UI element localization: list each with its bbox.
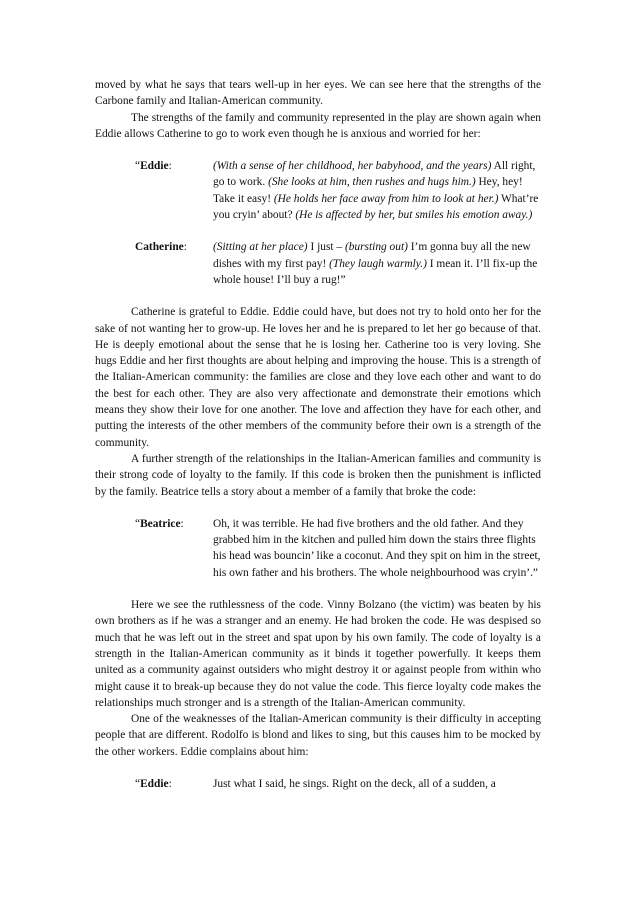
speech-text: (Sitting at her place) I just – (bursting out) I’m gonna buy all the new dishes with my first pay! (They laugh warmly.) I mean it. I’ll fix-up the whole house! I’ll buy a rug!” xyxy=(213,241,538,286)
spacer xyxy=(95,581,541,597)
speaker-name: Eddie xyxy=(140,777,169,790)
paragraph-loyalty-code: A further strength of the relationships in the Italian-American families and community is their strong code of loyalty to the family. If this code is broken then the punishment is inflicted by the family. Beatrice tells a story about a member of a family that broke the code: xyxy=(95,452,541,498)
spacer xyxy=(95,223,541,239)
quote-eddie-1 xyxy=(95,158,541,223)
spacer xyxy=(95,142,541,158)
paragraph-strengths: The strengths of the family and community represented in the play are shown again when Eddie allows Catherine to go to work even though he is anxious and worried for her: xyxy=(95,111,541,140)
speaker-label: “Beatrice: xyxy=(135,517,184,530)
speaker-label: “Eddie: xyxy=(135,160,172,173)
speaker-label: “Eddie: xyxy=(135,777,172,790)
quote-eddie-2 xyxy=(95,776,541,792)
paragraph-continuation: moved by what he says that tears well-up in her eyes. We can see here that the strengths of the Carbone family and Italian-American community. xyxy=(95,79,541,108)
speaker-label: Catherine: xyxy=(135,241,187,254)
quote-catherine xyxy=(95,239,541,288)
quote-beatrice xyxy=(95,516,541,581)
spacer xyxy=(95,760,541,776)
spacer xyxy=(95,288,541,304)
speaker-name: Eddie xyxy=(140,160,169,173)
speaker-name: Catherine xyxy=(135,241,184,254)
speech-text: (With a sense of her childhood, her babyhood, and the years) All right, go to work. (She looks at him, then rushes and hugs him.) Hey, hey! Take it easy! (He holds her face away from him to look at her.) What’re you cryin’ about? (He is affected by her, but smiles his emotion away.) xyxy=(213,160,539,222)
paragraph-weaknesses: One of the weaknesses of the Italian-American community is their difficulty in accepting people that are different. Rodolfo is blond and likes to sing, but this causes him to be mocked by the other workers. Eddie complains about him: xyxy=(95,713,541,758)
speaker-name: Beatrice xyxy=(140,517,181,530)
paragraph-catherine-grateful: Catherine is grateful to Eddie. Eddie could have, but does not try to hold onto her for the sake of not wanting her to grow-up. He loves her and he is prepared to let her go because of that. He is deeply emotional about the sense that he is losing her. Catherine too is very loving. She hugs Eddie and her first thoughts are about helping and improving the house. This is a strength of the Italian-American community: the families are close and they love each other and want to do the best for each other. They are also very affectionate and demonstrate their emotions which means they show their love for one another. The love and affection they have for each other, and putting the interests of the other members of the community before their own is a strength of the community. xyxy=(95,306,541,449)
body-text xyxy=(95,77,541,792)
paragraph-ruthlessness: Here we see the ruthlessness of the code. Vinny Bolzano (the victim) was beaten by his own brothers as if he was a stranger and an enemy. He had broken the code. He was despised so much that he was left out in the street and spat upon by his own family. The code of loyalty is a strength in the Italian-American community as it binds it together powerfully. It keeps them united as a community against outsiders who might destroy it or against people from within who might cause it to break-up because they do not value the code. This fierce loyalty code makes the relationships much stronger and is a strength of the Italian-American community. xyxy=(95,599,541,709)
spacer xyxy=(95,500,541,516)
speech-text: Just what I said, he sings. Right on the deck, all of a sudden, a xyxy=(213,777,496,790)
speech-text: Oh, it was terrible. He had five brothers and the old father. And they grabbed him in the kitchen and pulled him down the stairs three flights his head was bouncin’ like a coconut. And they spit on him in the street, his own father and his brothers. The whole neighbourhood was cryin’.” xyxy=(213,517,541,579)
